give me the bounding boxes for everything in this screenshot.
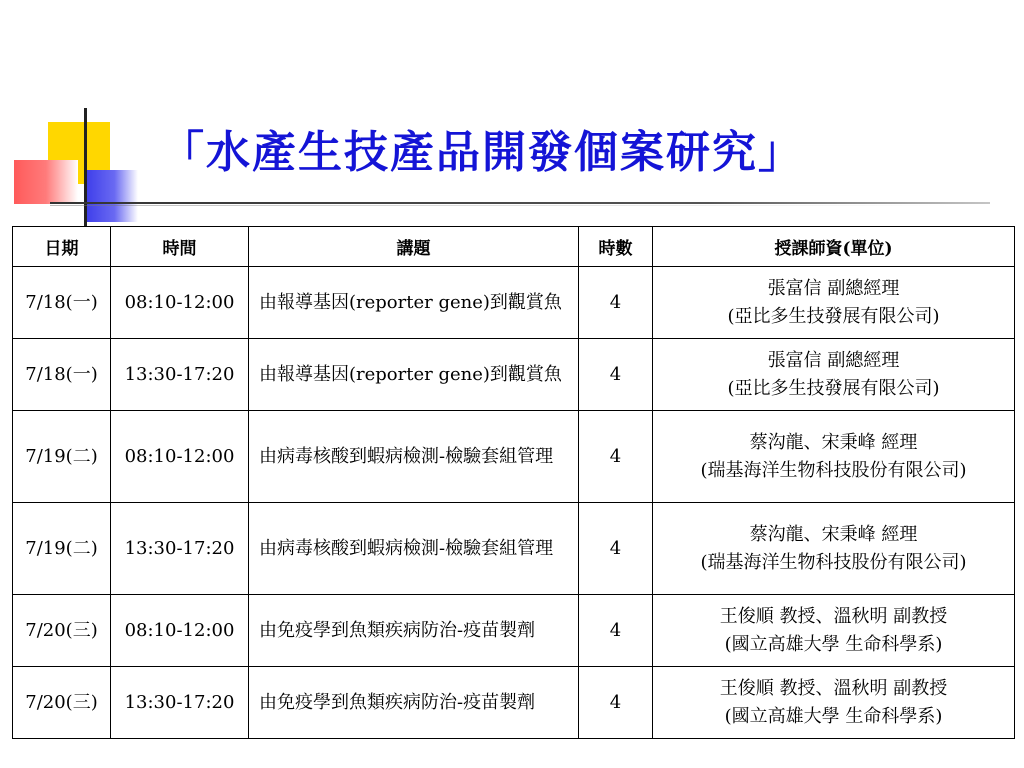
cell-time: 08:10-12:00 [111,411,249,503]
cell-instructor [653,503,1015,595]
instructor-organization: (亞比多生技發展有限公司) [727,305,940,327]
cell-time: 08:10-12:00 [111,267,249,339]
header-topic: 講題 [249,227,579,267]
topic-text: 由免疫學到魚類疾病防治-疫苗製劑 [259,619,536,641]
decorative-vertical-line [84,108,87,232]
instructor-name: 張富信 副總經理 [767,277,900,299]
instructor-name: 蔡沟龍、宋秉峰 經理 [749,523,918,545]
cell-instructor [653,667,1015,739]
topic-text: 由病毒核酸到蝦病檢測-檢驗套組管理 [259,537,554,559]
cell-hours: 4 [579,411,653,503]
header-time: 時間 [111,227,249,267]
cell-hours: 4 [579,503,653,595]
table-row [13,411,1015,503]
instructor-organization: (瑞基海洋生物科技股份有限公司) [700,459,967,481]
cell-instructor [653,411,1015,503]
topic-text: 由免疫學到魚類疾病防治-疫苗製劑 [259,691,536,713]
cell-date: 7/20(三) [13,667,111,739]
cell-topic [249,503,579,595]
cell-hours: 4 [579,339,653,411]
instructor-name: 王俊順 教授、溫秋明 副教授 [719,605,948,627]
slide-title: 「水產生技產品開發個案研究」 [160,127,804,178]
cell-date: 7/19(二) [13,411,111,503]
cell-time: 13:30-17:20 [111,667,249,739]
cell-hours: 4 [579,667,653,739]
cell-date: 7/18(一) [13,267,111,339]
decorative-blue-square [86,170,138,222]
table-header-row [13,227,1015,267]
cell-topic [249,595,579,667]
cell-date: 7/19(二) [13,503,111,595]
cell-date: 7/20(三) [13,595,111,667]
instructor-organization: (國立高雄大學 生命科學系) [724,705,943,727]
cell-instructor [653,339,1015,411]
instructor-name: 張富信 副總經理 [767,349,900,371]
table-row [13,667,1015,739]
cell-topic [249,411,579,503]
cell-topic [249,667,579,739]
table-row [13,503,1015,595]
cell-time: 13:30-17:20 [111,503,249,595]
cell-topic [249,267,579,339]
cell-instructor [653,595,1015,667]
instructor-organization: (國立高雄大學 生命科學系) [724,633,943,655]
cell-time: 13:30-17:20 [111,339,249,411]
topic-text: 由報導基因(reporter gene)到觀賞魚 [259,291,562,313]
topic-text: 由病毒核酸到蝦病檢測-檢驗套組管理 [259,445,554,467]
table-row [13,267,1015,339]
table-row [13,339,1015,411]
instructor-organization: (亞比多生技發展有限公司) [727,377,940,399]
course-schedule-table [12,226,1015,739]
cell-hours: 4 [579,267,653,339]
cell-topic [249,339,579,411]
topic-text: 由報導基因(reporter gene)到觀賞魚 [259,363,562,385]
instructor-name: 王俊順 教授、溫秋明 副教授 [719,677,948,699]
instructor-name: 蔡沟龍、宋秉峰 經理 [749,431,918,453]
instructor-organization: (瑞基海洋生物科技股份有限公司) [700,551,967,573]
header-date: 日期 [13,227,111,267]
title-underline [50,202,990,204]
cell-hours: 4 [579,595,653,667]
cell-date: 7/18(一) [13,339,111,411]
header-hours: 時數 [579,227,653,267]
decorative-red-gradient-bar [14,160,78,204]
cell-instructor [653,267,1015,339]
cell-time: 08:10-12:00 [111,595,249,667]
header-instructor: 授課師資(單位) [653,227,1015,267]
table-row [13,595,1015,667]
title-underline-shadow [50,205,950,206]
